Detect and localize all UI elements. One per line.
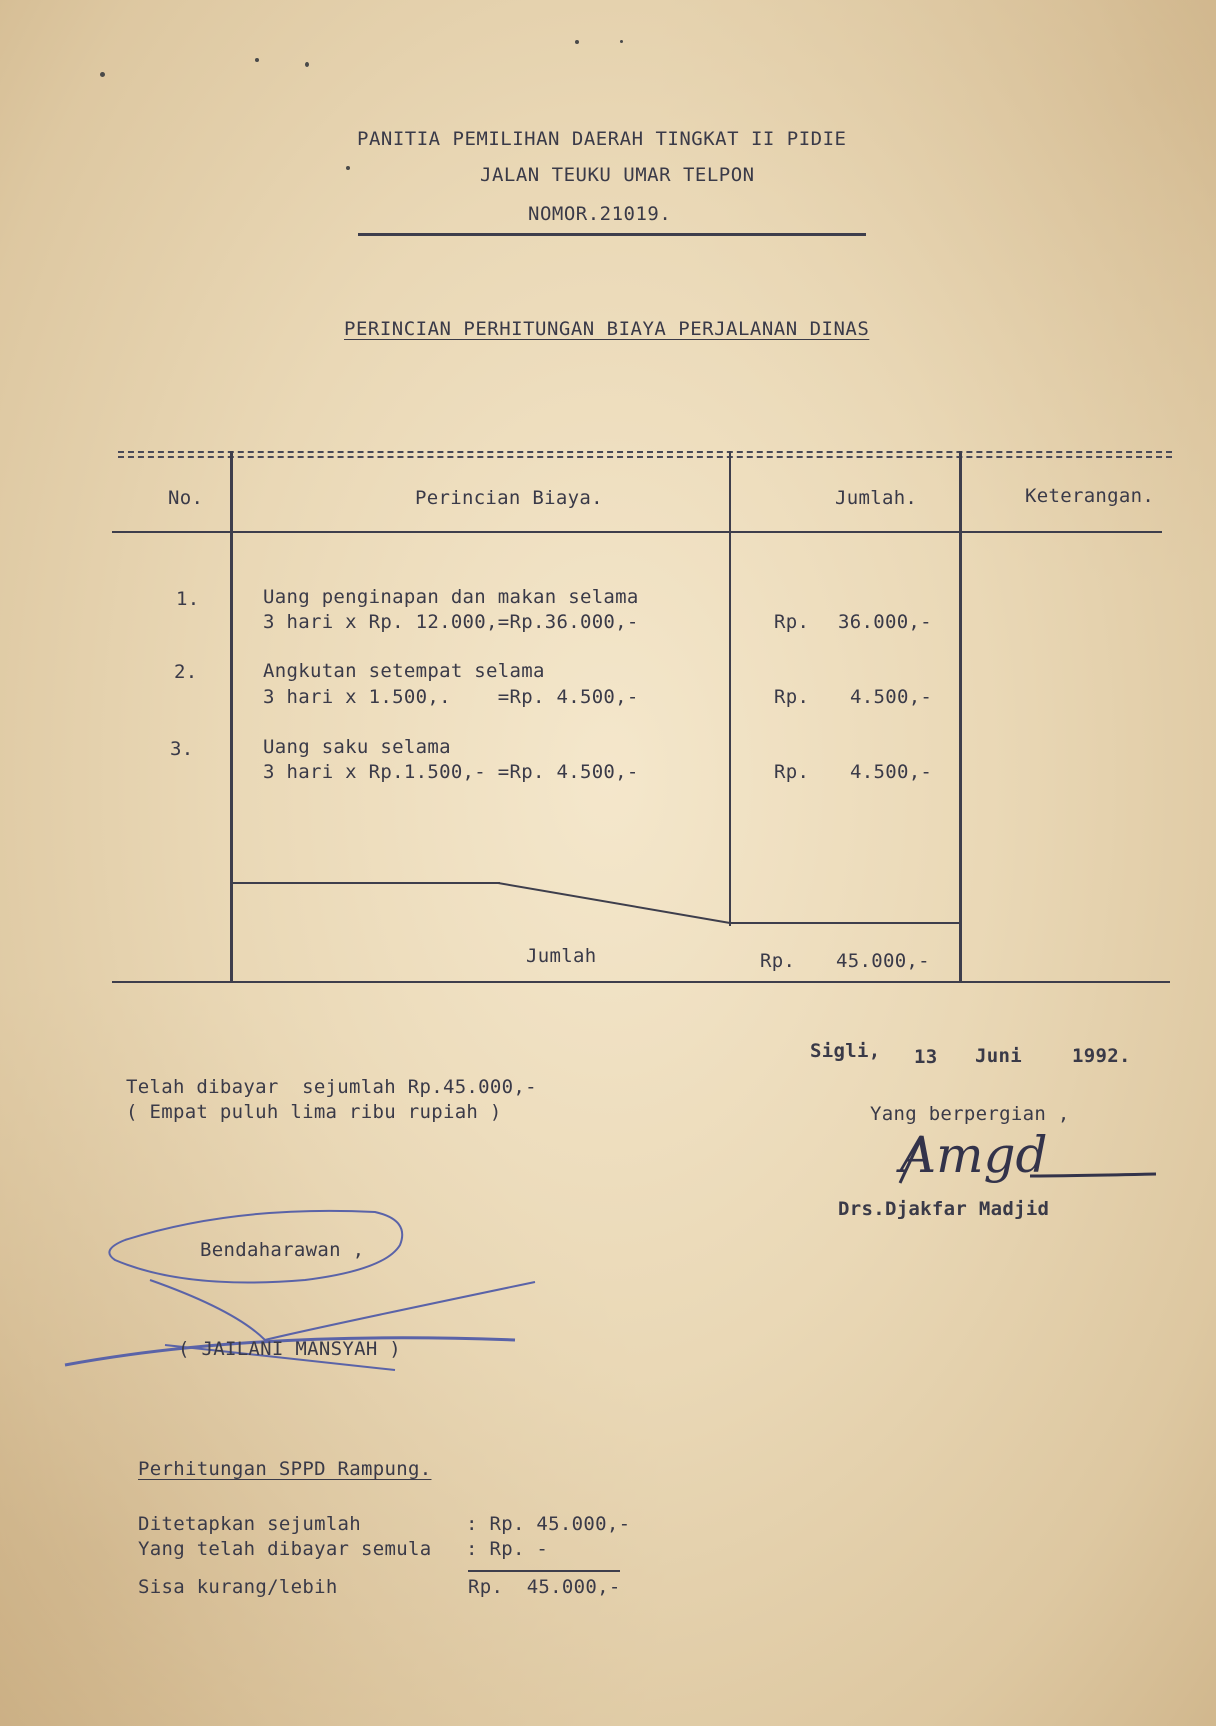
ink-speck bbox=[346, 166, 350, 170]
ink-speck bbox=[100, 72, 105, 77]
settlement-remainder-value: Rp. 45.000,- bbox=[468, 1576, 621, 1598]
column-header-no: No. bbox=[168, 487, 204, 509]
row-currency: Rp. bbox=[774, 611, 810, 633]
row-description-line-1: Uang penginapan dan makan selama bbox=[263, 586, 639, 608]
column-header-remarks: Keterangan. bbox=[1025, 485, 1155, 507]
column-header-amount: Jumlah. bbox=[835, 487, 918, 509]
row-number: 1. bbox=[176, 588, 200, 610]
table-top-rule bbox=[118, 451, 1172, 453]
row-currency: Rp. bbox=[774, 686, 810, 708]
header-rule bbox=[358, 233, 866, 236]
traveler-label: Yang berpergian , bbox=[870, 1103, 1070, 1125]
ink-speck bbox=[620, 40, 623, 43]
date-month: Juni bbox=[975, 1045, 1022, 1067]
table-bottom-rule bbox=[112, 981, 1170, 983]
settlement-determined-label: Ditetapkan sejumlah bbox=[138, 1513, 362, 1535]
column-divider-1 bbox=[230, 451, 233, 981]
header-line-1: PANITIA PEMILIHAN DAERAH TINGKAT II PIDIE bbox=[357, 128, 847, 150]
row-description-line-2: 3 hari x 1.500,. =Rp. 4.500,- bbox=[263, 686, 639, 708]
settlement-remainder-label: Sisa kurang/lebih bbox=[138, 1576, 338, 1598]
row-description-line-2: 3 hari x Rp.1.500,- =Rp. 4.500,- bbox=[263, 761, 639, 783]
row-description-line-1: Angkutan setempat selama bbox=[263, 660, 545, 682]
date-year: 1992. bbox=[1072, 1045, 1131, 1067]
header-line-3: NOMOR.21019. bbox=[528, 203, 672, 225]
settlement-determined-value: : Rp. 45.000,- bbox=[466, 1513, 631, 1535]
table-header-rule bbox=[112, 531, 1162, 533]
total-amount: 45.000,- bbox=[836, 950, 930, 972]
treasurer-signature-strokes bbox=[55, 1190, 545, 1390]
document-title: PERINCIAN PERHITUNGAN BIAYA PERJALANAN DINAS bbox=[344, 318, 870, 340]
treasurer-name: ( JAILANI MANSYAH ) bbox=[178, 1338, 402, 1360]
row-currency: Rp. bbox=[774, 761, 810, 783]
table-top-rule-2 bbox=[118, 456, 1172, 458]
closing-rule-left bbox=[230, 882, 500, 884]
row-amount: 4.500,- bbox=[850, 761, 933, 783]
ink-speck bbox=[255, 58, 259, 62]
row-description-line-2: 3 hari x Rp. 12.000,=Rp.36.000,- bbox=[263, 611, 639, 633]
column-header-description: Perincian Biaya. bbox=[415, 487, 603, 509]
traveler-signature: Amgd bbox=[900, 1126, 1048, 1184]
settlement-sum-rule bbox=[468, 1570, 620, 1572]
date-place: Sigli, bbox=[810, 1040, 881, 1062]
total-currency: Rp. bbox=[760, 950, 796, 972]
row-description-line-1: Uang saku selama bbox=[263, 736, 451, 758]
treasurer-label: Bendaharawan , bbox=[200, 1239, 365, 1261]
date-day: 13 bbox=[914, 1046, 938, 1068]
row-amount: 4.500,- bbox=[850, 686, 933, 708]
total-label: Jumlah bbox=[526, 945, 597, 967]
paid-statement: Telah dibayar sejumlah Rp.45.000,- bbox=[126, 1076, 537, 1098]
header-line-2: JALAN TEUKU UMAR TELPON bbox=[480, 164, 755, 186]
ink-speck bbox=[305, 62, 309, 67]
settlement-paid-label: Yang telah dibayar semula bbox=[138, 1538, 432, 1560]
traveler-name: Drs.Djakfar Madjid bbox=[838, 1198, 1050, 1220]
paid-amount-in-words: ( Empat puluh lima ribu rupiah ) bbox=[126, 1101, 502, 1123]
ink-speck bbox=[575, 40, 579, 44]
settlement-title: Perhitungan SPPD Rampung. bbox=[138, 1458, 432, 1480]
column-divider-2 bbox=[729, 451, 731, 926]
traveler-signature-strokes bbox=[870, 1128, 1170, 1188]
row-number: 3. bbox=[170, 738, 194, 760]
settlement-paid-value: : Rp. - bbox=[466, 1538, 549, 1560]
row-number: 2. bbox=[174, 661, 198, 683]
row-amount: 36.000,- bbox=[838, 611, 932, 633]
closing-rule-slant bbox=[498, 880, 963, 930]
